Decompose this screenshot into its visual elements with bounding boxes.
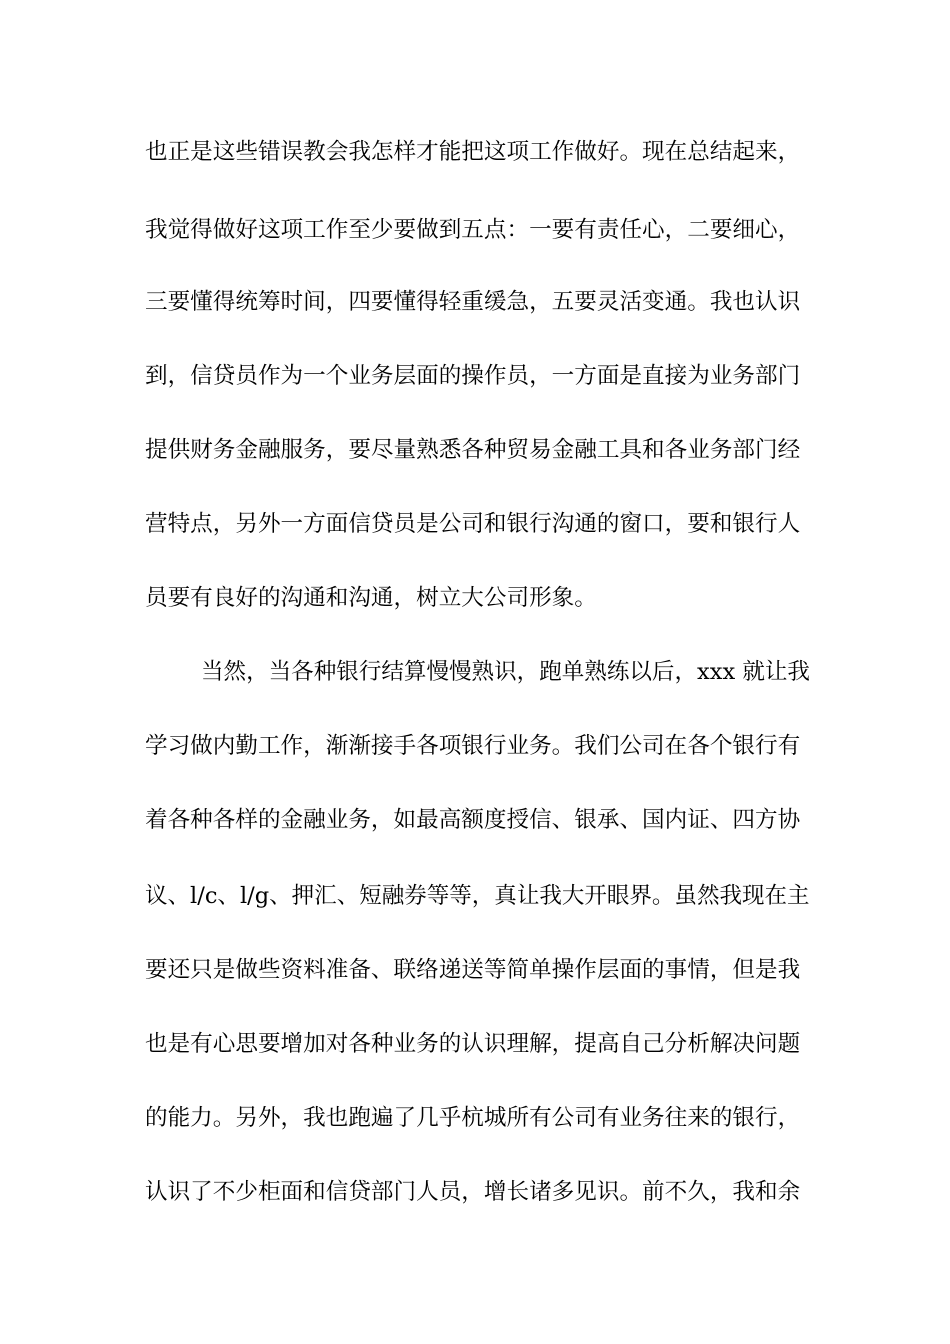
paragraph-line: 也是有心思要增加对各种业务的认识理解，提高自己分析解决问题	[145, 1031, 801, 1057]
paragraph-line: 的能力。另外，我也跑遍了几乎杭城所有公司有业务往来的银行，	[145, 1105, 801, 1131]
paragraph-line: 营特点，另外一方面信贷员是公司和银行沟通的窗口，要和银行人	[145, 511, 801, 537]
paragraph-line: 议、l/c、l/g、押汇、短融券等等，真让我大开眼界。虽然我现在主	[145, 883, 810, 909]
paragraph-line: 提供财务金融服务，要尽量熟悉各种贸易金融工具和各业务部门经	[145, 437, 801, 463]
paragraph-line: 三要懂得统筹时间，四要懂得轻重缓急，五要灵活变通。我也认识	[145, 289, 801, 315]
paragraph-line: 我觉得做好这项工作至少要做到五点：一要有责任心，二要细心，	[145, 217, 801, 243]
paragraph-line: 也正是这些错误教会我怎样才能把这项工作做好。现在总结起来，	[145, 139, 801, 165]
paragraph-line: 到，信贷员作为一个业务层面的操作员，一方面是直接为业务部门	[145, 363, 801, 389]
paragraph-line: 认识了不少柜面和信贷部门人员，增长诸多见识。前不久，我和余	[145, 1179, 801, 1205]
paragraph-line: 学习做内勤工作，渐渐接手各项银行业务。我们公司在各个银行有	[145, 733, 801, 759]
paragraph-line: 员要有良好的沟通和沟通，树立大公司形象。	[145, 585, 597, 611]
paragraph-first-line: 当然，当各种银行结算慢慢熟识，跑单熟练以后，xxx 就让我	[201, 659, 810, 685]
paragraph-line: 要还只是做些资料准备、联络递送等简单操作层面的事情，但是我	[145, 957, 801, 983]
paragraph-line: 着各种各样的金融业务，如最高额度授信、银承、国内证、四方协	[145, 807, 801, 833]
